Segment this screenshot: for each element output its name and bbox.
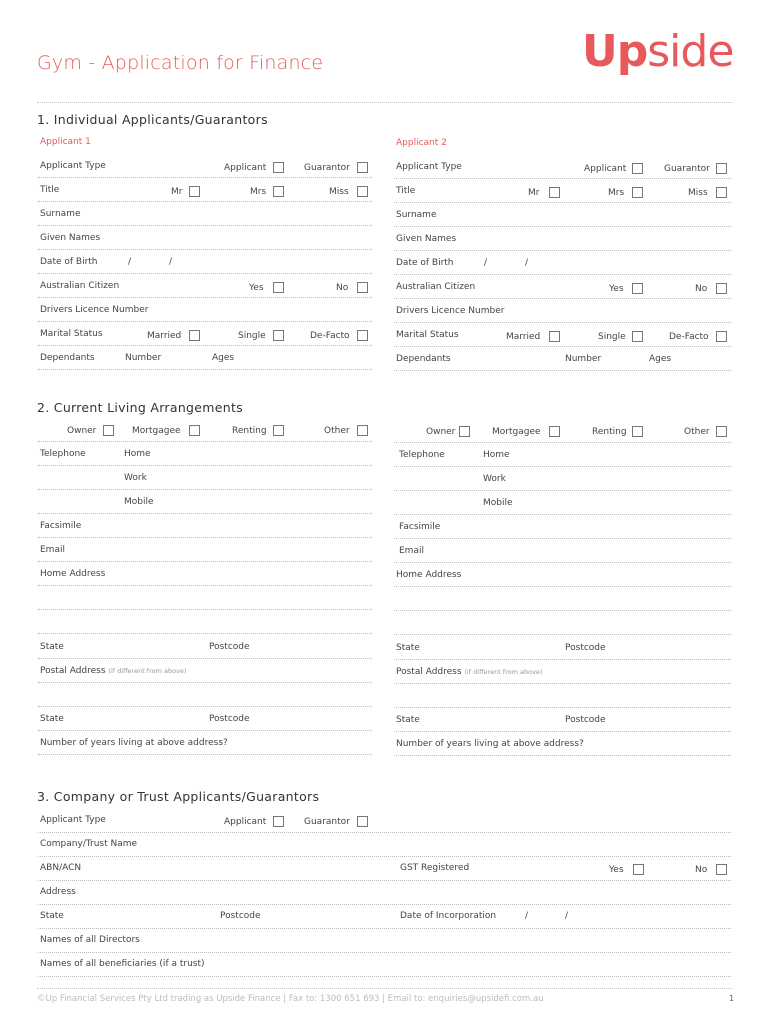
single-label: Single [598,332,626,342]
state-label: State [396,715,420,725]
applicant-1-miss-checkbox[interactable] [357,186,368,197]
field-line [394,514,731,515]
section-2-heading: 2. Current Living Arrangements [37,400,243,415]
miss-label: Miss [329,187,349,197]
home-phone-label: Home [124,449,151,459]
dependants-number-label: Number [125,353,162,363]
owner-label: Owner [67,426,97,436]
field-line [38,706,372,707]
field-line [38,513,372,514]
home-address-label: Home Address [396,570,462,580]
years-at-address-label: Number of years living at above address? [40,738,228,748]
field-line [394,346,731,347]
field-line [38,177,372,178]
dependants-number-label: Number [565,354,602,364]
contact-1-email-field[interactable] [75,542,372,558]
applicant-1-mr-checkbox[interactable] [189,186,200,197]
gst-no-checkbox[interactable] [716,864,727,875]
australian-citizen-label: Australian Citizen [40,281,120,291]
applicant-2-citizen-yes-checkbox[interactable] [632,283,643,294]
applicant-2-married-checkbox[interactable] [549,331,560,342]
residence-2-owner-checkbox[interactable] [459,426,470,437]
date-of-birth-label: Date of Birth [396,258,454,268]
field-line [38,561,372,562]
contact-2-work-phone-field[interactable] [508,471,731,487]
other-label: Other [324,426,350,436]
dependants-label: Dependants [396,354,451,364]
gst-no-label: No [695,865,708,875]
field-line [38,609,372,610]
postcode-label: Postcode [565,643,606,653]
doi-separator: / [565,911,569,921]
contact-2-fax-field[interactable] [446,519,731,535]
field-line [38,856,731,857]
field-line [394,442,731,443]
telephone-label: Telephone [40,449,86,459]
applicant-1-heading: Applicant 1 [40,137,91,147]
field-line [394,707,731,708]
mrs-label: Mrs [608,188,625,198]
applicant-2-guarantor-checkbox[interactable] [716,163,727,174]
company-trust-name-label: Company/Trust Name [40,839,138,849]
field-line [38,249,372,250]
footer-divider [37,988,733,989]
field-line [394,370,731,371]
dob-separator: / [525,258,529,268]
field-line [38,754,372,755]
abn-acn-label: ABN/ACN [40,863,82,873]
married-label: Married [147,331,182,341]
residence-2-other-checkbox[interactable] [716,426,727,437]
residence-1-mortgagee-checkbox[interactable] [189,425,200,436]
beneficiaries-field[interactable] [205,956,731,972]
postcode-label: Postcode [565,715,606,725]
yes-label: Yes [249,283,264,293]
applicant-2-mr-checkbox[interactable] [549,187,560,198]
owner-label: Owner [426,427,456,437]
field-line [394,586,731,587]
company-guarantor-checkbox[interactable] [357,816,368,827]
yes-label: Yes [609,284,624,294]
applicant-2-heading: Applicant 2 [396,138,447,148]
applicant-1-defacto-checkbox[interactable] [357,330,368,341]
applicant-2-citizen-no-checkbox[interactable] [716,283,727,294]
applicant-2-surname-field[interactable] [456,207,731,223]
applicant-1-guarantor-checkbox[interactable] [357,162,368,173]
form-title: Gym - Application for Finance [37,52,324,74]
email-label: Email [399,546,424,556]
field-line [38,369,372,370]
field-line [38,489,372,490]
field-line [394,178,731,179]
section-1-heading: 1. Individual Applicants/Guarantors [37,112,268,127]
contact-2-home-phone-field[interactable] [508,447,731,463]
field-line [394,562,731,563]
dob-separator: / [128,257,132,267]
field-line [38,952,731,953]
surname-label: Surname [396,210,437,220]
no-label: No [336,283,349,293]
field-line [38,904,731,905]
marital-status-label: Marital Status [40,329,103,339]
field-line [38,201,372,202]
contact-1-mobile-field[interactable] [160,494,372,510]
contact-1-home-address-field[interactable] [110,566,372,582]
header-divider [37,102,733,103]
directors-label: Names of all Directors [40,935,140,945]
applicant-1-mrs-checkbox[interactable] [273,186,284,197]
residence-2-renting-checkbox[interactable] [632,426,643,437]
dependants-ages-label: Ages [649,354,672,364]
mobile-phone-label: Mobile [483,498,513,508]
company-postcode-label: Postcode [220,911,261,921]
date-of-incorporation-label: Date of Incorporation [400,911,497,921]
title-label: Title [40,185,60,195]
applicant-2-licence-field[interactable] [506,303,731,319]
residence-1-renting-checkbox[interactable] [273,425,284,436]
field-line [394,466,731,467]
state-label: State [40,714,64,724]
facsimile-label: Facsimile [40,521,82,531]
company-applicant-checkbox[interactable] [273,816,284,827]
field-line [394,634,731,635]
applicant-1-given-names-field[interactable] [115,230,372,246]
state-label: State [396,643,420,653]
field-line [38,682,372,683]
drivers-licence-label: Drivers Licence Number [396,306,505,316]
dependants-label: Dependants [40,353,95,363]
surname-label: Surname [40,209,81,219]
field-line [38,585,372,586]
guarantor-option-label: Guarantor [664,164,710,174]
field-line [38,441,372,442]
applicant-1-surname-field[interactable] [100,206,372,222]
field-line [394,683,731,684]
applicant-type-label: Applicant Type [396,162,462,172]
field-line [38,880,731,881]
company-applicant-option-label: Applicant [224,817,267,827]
field-line [394,490,731,491]
applicant-2-mrs-checkbox[interactable] [632,187,643,198]
work-phone-label: Work [483,474,506,484]
postal-address-label: Postal Address (if different from above) [396,667,543,677]
field-line [394,538,731,539]
mortgagee-label: Mortgagee [132,426,181,436]
postcode-label: Postcode [209,642,250,652]
gst-yes-checkbox[interactable] [633,864,644,875]
mortgagee-label: Mortgagee [492,427,541,437]
applicant-2-dob-field[interactable] [458,255,731,271]
field-line [394,610,731,611]
married-label: Married [506,332,541,342]
directors-field[interactable] [140,932,731,948]
field-line [38,465,372,466]
field-line [38,832,731,833]
field-line [394,322,731,323]
company-guarantor-option-label: Guarantor [304,817,350,827]
applicant-2-given-names-field[interactable] [471,231,731,247]
page-number: 1 [729,994,735,1003]
marital-status-label: Marital Status [396,330,459,340]
field-line [394,202,731,203]
field-line [38,537,372,538]
field-line [38,345,372,346]
applicant-2-single-checkbox[interactable] [632,331,643,342]
de-facto-label: De-Facto [310,331,350,341]
applicant-option-label: Applicant [584,164,627,174]
dependants-ages-label: Ages [212,353,235,363]
field-line [38,321,372,322]
applicant-1-citizen-yes-checkbox[interactable] [273,282,284,293]
applicant-1-married-checkbox[interactable] [189,330,200,341]
contact-2-mobile-field[interactable] [516,495,731,511]
date-of-birth-label: Date of Birth [40,257,98,267]
applicant-2-defacto-checkbox[interactable] [716,331,727,342]
australian-citizen-label: Australian Citizen [396,282,476,292]
postcode-label: Postcode [209,714,250,724]
renting-label: Renting [232,426,267,436]
telephone-label: Telephone [399,450,445,460]
section-3-heading: 3. Company or Trust Applicants/Guarantors [37,789,320,804]
field-line [38,297,372,298]
applicant-1-citizen-no-checkbox[interactable] [357,282,368,293]
given-names-label: Given Names [396,234,457,244]
company-state-label: State [40,911,64,921]
applicant-1-dob-field[interactable] [102,254,372,270]
field-line [394,659,731,660]
company-address-label: Address [40,887,76,897]
work-phone-label: Work [124,473,147,483]
facsimile-label: Facsimile [399,522,441,532]
applicant-1-single-checkbox[interactable] [273,330,284,341]
renting-label: Renting [592,427,627,437]
years-at-address-label: Number of years living at above address? [396,739,584,749]
applicant-1-licence-field[interactable] [150,302,372,318]
field-line [394,226,731,227]
de-facto-label: De-Facto [669,332,709,342]
field-line [394,298,731,299]
gst-registered-label: GST Registered [400,863,470,873]
applicant-type-label: Applicant Type [40,161,106,171]
dob-separator: / [169,257,173,267]
upside-logo: Upside [582,26,734,77]
residence-2-mortgagee-checkbox[interactable] [549,426,560,437]
drivers-licence-label: Drivers Licence Number [40,305,149,315]
beneficiaries-label: Names of all beneficiaries (if a trust) [40,959,205,969]
field-line [38,928,731,929]
field-line [394,731,731,732]
guarantor-option-label: Guarantor [304,163,350,173]
contact-2-email-field[interactable] [431,543,731,559]
state-label: State [40,642,64,652]
doi-separator: / [525,911,529,921]
contact-1-home-phone-field[interactable] [152,446,372,462]
dob-separator: / [484,258,488,268]
applicant-2-miss-checkbox[interactable] [716,187,727,198]
title-label: Title [396,186,416,196]
home-phone-label: Home [483,450,510,460]
contact-1-work-phone-field[interactable] [152,470,372,486]
gst-yes-label: Yes [609,865,624,875]
miss-label: Miss [688,188,708,198]
contact-2-home-address-field[interactable] [466,567,731,583]
field-line [38,658,372,659]
applicant-2-applicant-checkbox[interactable] [632,163,643,174]
mr-label: Mr [528,188,540,198]
other-label: Other [684,427,710,437]
company-address-field[interactable] [80,884,731,900]
home-address-label: Home Address [40,569,106,579]
email-label: Email [40,545,65,555]
field-line [394,274,731,275]
field-line [394,250,731,251]
contact-1-fax-field[interactable] [90,518,372,534]
residence-1-owner-checkbox[interactable] [103,425,114,436]
given-names-label: Given Names [40,233,101,243]
postal-address-label: Postal Address (if different from above) [40,666,187,676]
company-name-field[interactable] [140,836,731,852]
single-label: Single [238,331,266,341]
mobile-phone-label: Mobile [124,497,154,507]
field-line [38,273,372,274]
field-line [38,633,372,634]
company-applicant-type-label: Applicant Type [40,815,106,825]
field-line [394,755,731,756]
field-line [38,225,372,226]
residence-1-other-checkbox[interactable] [357,425,368,436]
field-line [38,976,731,977]
no-label: No [695,284,708,294]
footer-text: ©Up Financial Services Pty Ltd trading as Upside Finance | Fax to: 1300 651 693 | Email to: enquiries@upsidefi.com.au [37,994,544,1004]
applicant-option-label: Applicant [224,163,267,173]
mr-label: Mr [171,187,183,197]
field-line [38,730,372,731]
applicant-1-applicant-checkbox[interactable] [273,162,284,173]
mrs-label: Mrs [250,187,267,197]
